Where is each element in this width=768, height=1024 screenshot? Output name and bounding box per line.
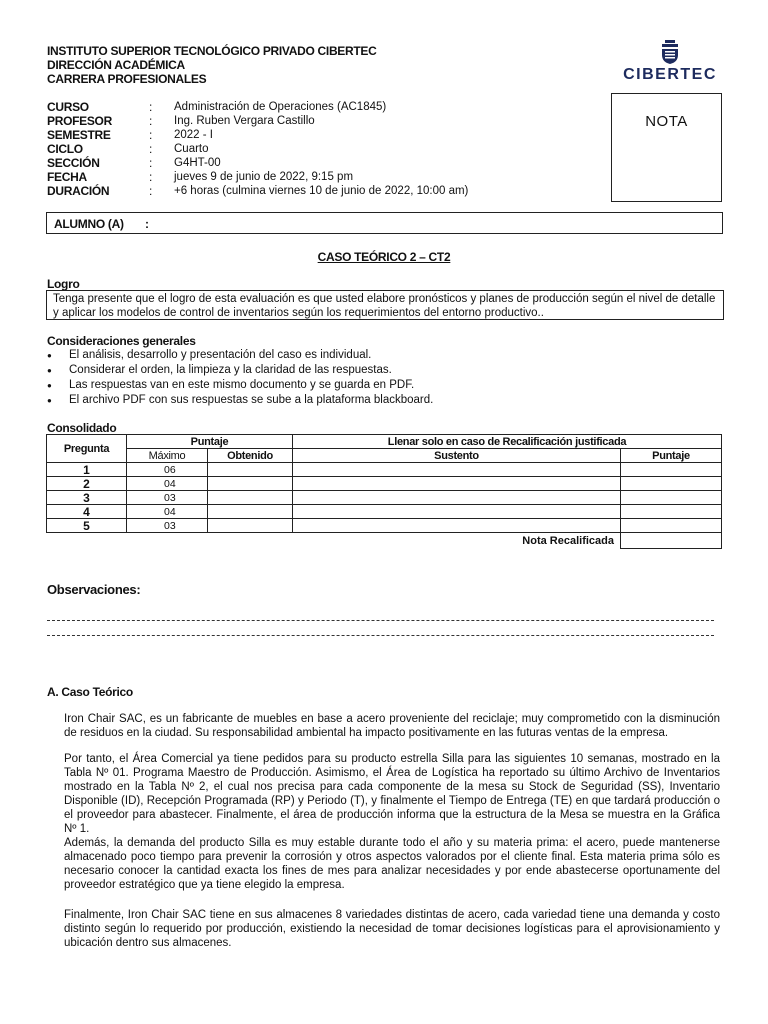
alumno-label: ALUMNO (A) [54, 217, 124, 231]
nota-recalificada-label: Nota Recalificada [522, 534, 614, 547]
obtenido-cell[interactable] [208, 477, 293, 491]
pregunta-cell: 5 [47, 519, 127, 533]
nota-recalificada-cell[interactable] [621, 533, 722, 549]
institution-header [47, 44, 376, 86]
logro-text: Tenga presente que el logro de esta evaluación es que usted elabore pronósticos y planes de producción según el nivel de detalle y aplicar los modelos de control de inventarios según los requerimientos del entorno productivo.. [53, 293, 716, 319]
sustento-cell[interactable] [293, 519, 621, 533]
caso-heading: A. Caso Teórico [47, 685, 133, 699]
puntaje-cell[interactable] [621, 477, 722, 491]
info-colon: : [149, 184, 153, 198]
consideraciones-list [47, 348, 433, 408]
observaciones-heading: Observaciones: [47, 582, 141, 597]
info-value: +6 horas (culmina viernes 10 de junio de 2022, 10:00 am) [174, 185, 469, 197]
maximo-cell: 04 [127, 477, 208, 491]
maximo-cell: 06 [127, 463, 208, 477]
table-row [47, 505, 722, 519]
info-label: CICLO [47, 142, 83, 156]
pregunta-cell: 3 [47, 491, 127, 505]
list-item: ● El análisis, desarrollo y presentación del caso es individual. [47, 348, 433, 363]
obtenido-cell[interactable] [208, 505, 293, 519]
caso-paragraph: Finalmente, Iron Chair SAC tiene en sus almacenes 8 variedades distintas de acero, cada variedad tiene una demanda y costo distinto según lo requerido por producción, existiendo la necesidad de tomar decisiones logísticas para el aprovisionamiento y ubicación dentro sus almacenes. [64, 909, 720, 949]
pregunta-cell: 2 [47, 477, 127, 491]
info-label: DURACIÓN [47, 184, 110, 198]
col-puntaje-recal-header: Puntaje [621, 449, 722, 463]
observaciones-line[interactable] [47, 620, 714, 621]
maximo-cell: 04 [127, 505, 208, 519]
direction-name: DIRECCIÓN ACADÉMICA [47, 58, 185, 72]
nota-label: NOTA [645, 113, 688, 130]
info-label: FECHA [47, 170, 87, 184]
info-value: Administración de Operaciones (AC1845) [174, 101, 387, 113]
table-row [47, 477, 722, 491]
info-label: SEMESTRE [47, 128, 111, 142]
maximo-cell: 03 [127, 519, 208, 533]
sustento-cell[interactable] [293, 463, 621, 477]
col-maximo-header: Máximo [127, 449, 208, 463]
info-label: PROFESOR [47, 114, 112, 128]
info-colon: : [149, 142, 153, 156]
crest-icon [660, 40, 680, 64]
info-value: Ing. Ruben Vergara Castillo [174, 115, 315, 127]
info-value: jueves 9 de junio de 2022, 9:15 pm [174, 171, 354, 183]
caso-paragraph: Por tanto, el Área Comercial ya tiene pedidos para su producto estrella Silla para las siguientes 10 semanas, mostrado en la Tabla Nº 01. Programa Maestro de Producción. Asimismo, el Área de Logística ha reportado su último Archivo de Inventarios mostrado en la Tabla Nº 2, el cual nos precisa para cada componente de la mesa su Stock de Seguridad (SS), Inventario Disponible (ID), Recepción Programada (RP) y Periodo (T), y finalmente el Tiempo de Entrega (TE) en que tardará producción o el proveedor para abastecer. Finalmente, el área de producción informa que la estructura de la Mesa se muestra en la Gráfica Nº 1. [64, 753, 720, 835]
col-puntaje-header: Puntaje [127, 435, 293, 449]
cibertec-logo [620, 40, 720, 90]
table-row [47, 491, 722, 505]
alumno-field[interactable] [46, 212, 723, 234]
sustento-cell[interactable] [293, 491, 621, 505]
obtenido-cell[interactable] [208, 491, 293, 505]
info-colon: : [149, 170, 153, 184]
col-recalificacion-header: Llenar solo en caso de Recalificación justificada [293, 435, 722, 449]
nota-recalificada-row [47, 533, 722, 549]
info-colon: : [149, 156, 153, 170]
info-value: 2022 - I [174, 129, 213, 141]
career-name: CARRERA PROFESIONALES [47, 72, 207, 86]
info-label: CURSO [47, 100, 89, 114]
col-pregunta-header: Pregunta [47, 435, 127, 463]
info-colon: : [149, 100, 153, 114]
table-header-row [47, 435, 722, 449]
list-item: ● El archivo PDF con sus respuestas se sube a la plataforma blackboard. [47, 393, 433, 408]
table-subheader-row [47, 449, 722, 463]
consolidado-heading: Consolidado [47, 421, 117, 435]
table-row [47, 463, 722, 477]
maximo-cell: 03 [127, 491, 208, 505]
list-item: ● Considerar el orden, la limpieza y la claridad de las respuestas. [47, 363, 433, 378]
info-colon: : [149, 114, 153, 128]
logo-text: CIBERTEC [623, 66, 717, 83]
col-sustento-header: Sustento [293, 449, 621, 463]
info-label: SECCIÓN [47, 156, 100, 170]
info-value: Cuarto [174, 143, 209, 155]
nota-box[interactable] [611, 93, 722, 202]
obtenido-cell[interactable] [208, 463, 293, 477]
puntaje-cell[interactable] [621, 519, 722, 533]
logro-heading: Logro [47, 277, 80, 291]
consolidado-table [46, 434, 722, 549]
puntaje-cell[interactable] [621, 491, 722, 505]
info-colon: : [149, 128, 153, 142]
institution-name: INSTITUTO SUPERIOR TECNOLÓGICO PRIVADO CIBERTEC [47, 44, 377, 58]
document-title: CASO TEÓRICO 2 – CT2 [317, 250, 451, 264]
sustento-cell[interactable] [293, 505, 621, 519]
col-obtenido-header: Obtenido [208, 449, 293, 463]
consideraciones-heading: Consideraciones generales [47, 334, 196, 348]
caso-paragraph: Además, la demanda del producto Silla es muy estable durante todo el año y su materia prima: el acero, puede mantenerse almacenado poco tiempo para prevenir la corrosión y otros aspectos valorados por el cliente final. Esta materia prima sólo es necesario conocer la cantidad exacta los fines de mes para analizar necesidades y por ende abastecerse oportunamente del proveedor estratégico que ya tiene elegido la empresa. [64, 837, 720, 891]
alumno-colon: : [145, 217, 149, 231]
obtenido-cell[interactable] [208, 519, 293, 533]
logro-box [46, 290, 724, 320]
puntaje-cell[interactable] [621, 463, 722, 477]
sustento-cell[interactable] [293, 477, 621, 491]
observaciones-line[interactable] [47, 635, 714, 636]
pregunta-cell: 1 [47, 463, 127, 477]
list-item: ● Las respuestas van en este mismo documento y se guarda en PDF. [47, 378, 433, 393]
table-row [47, 519, 722, 533]
caso-paragraph: Iron Chair SAC, es un fabricante de muebles en base a acero proveniente del reciclaje; muy comprometido con la disminución de residuos en la ciudad. Su responsabilidad ambiental ha impacto positivamente en las futuras ventas de la empresa. [64, 713, 720, 739]
puntaje-cell[interactable] [621, 505, 722, 519]
info-value: G4HT-00 [174, 157, 221, 169]
pregunta-cell: 4 [47, 505, 127, 519]
